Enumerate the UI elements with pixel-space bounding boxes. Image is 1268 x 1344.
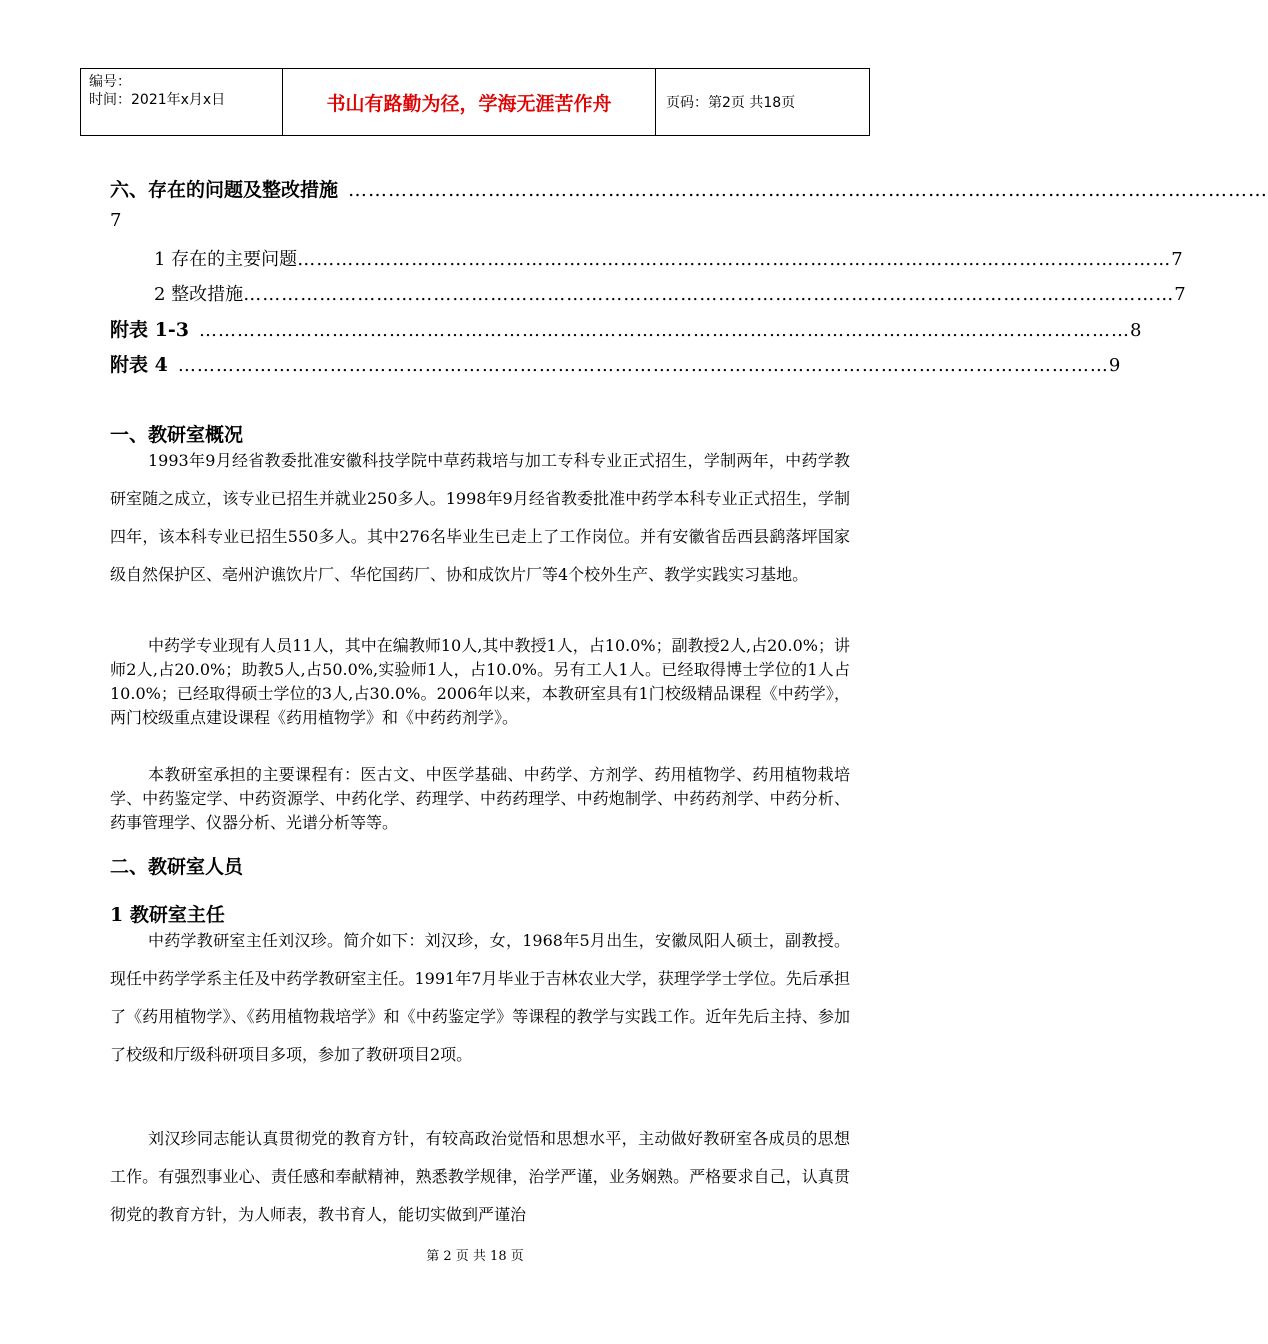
toc-item [110, 315, 1142, 342]
toc-item [154, 280, 1186, 306]
page-footer: 第 2 页 共 18 页 [426, 1249, 524, 1264]
toc-item-page: 7 [1174, 284, 1186, 305]
toc-item-dots: ………………………………………………………………………………………………………………………………… [177, 355, 1109, 376]
header-meta [81, 69, 283, 135]
toc-item [110, 350, 1121, 377]
toc-item-page: 9 [1108, 355, 1121, 376]
sub-heading: 1 教研室主任 [110, 904, 225, 926]
toc-item-title: 六、存在的问题及整改措施 [110, 179, 339, 201]
section-heading: 一、教研室概况 [110, 424, 244, 446]
toc-item-title: 2 整改措施 [154, 284, 244, 305]
paragraph: 本教研室承担的主要课程有：医古文、中医学基础、中药学、方剂学、药用植物学、药用植物栽培学、中药鉴定学、中药资源学、中药化学、药理学、中药药理学、中药炮制学、中药药剂学、中药分析、药事管理学、仪器分析、光谱分析等等。 [110, 765, 850, 832]
serial-label: 编号： [89, 74, 131, 90]
paragraph: 1993年9月经省教委批准安徽科技学院中草药栽培与加工专科专业正式招生，学制两年，中药学教研室随之成立，该专业已招生并就业250多人。1998年9月经省教委批准中药学本科专业正式招生，学制四年，该本科专业已招生550多人。其中276名毕业生已走上了工作岗位。并有安徽省岳西县鹞落坪国家级自然保护区、亳州沪谯饮片厂、华佗国药厂、协和成饮片厂等4个校外生产、教学实践实习基地。 [110, 451, 850, 584]
section-heading: 二、教研室人员 [110, 856, 244, 878]
toc-item-title: 1 存在的主要问题 [154, 249, 298, 270]
header-motto: 书山有路勤为径，学海无涯苦作舟 [283, 69, 656, 135]
toc-item-page: 8 [1129, 320, 1142, 341]
toc-item [154, 245, 1183, 271]
document-header [80, 68, 870, 136]
paragraph: 刘汉珍同志能认真贯彻党的教育方针，有较高政治觉悟和思想水平，主动做好教研室各成员的思想工作。有强烈事业心、责任感和奉献精神，熟悉教学规律，治学严谨，业务娴熟。严格要求自己，认真贯彻党的教育方针，为人师表，教书育人，能切实做到严谨治 [110, 1129, 850, 1224]
toc-item-title: 附表 4 [110, 354, 168, 376]
toc-item-title: 7 [110, 210, 122, 231]
toc-item [110, 210, 840, 231]
header-page-info: 页码：第2页 共18页 [666, 95, 796, 111]
toc-item-page: 7 [1171, 249, 1183, 270]
toc-item-title: 附表 1-3 [110, 319, 189, 341]
paragraph: 中药学教研室主任刘汉珍。简介如下：刘汉珍，女，1968年5月出生，安徽凤阳人硕士，副教授。现任中药学学系主任及中药学教研室主任。1991年7月毕业于吉林农业大学，获理学学士学位。先后承担了《药用植物学》、《药用植物栽培学》和《中药鉴定学》等课程的教学与实践工作。近年先后主持、参加了校级和厅级科研项目多项，参加了教研项目2项。 [110, 931, 850, 1064]
toc-item-dots: ………………………………………………………………………………………………………………………………… [243, 284, 1175, 305]
toc-item-dots: ………………………………………………………………………………………………………………………… [348, 179, 1268, 201]
toc-item-dots: ………………………………………………………………………………………………………………………………… [198, 320, 1130, 341]
paragraph: 中药学专业现有人员11人，其中在编教师10人,其中教授1人，占10.0%；副教授2人,占20.0%；讲师2人,占20.0%；助教5人,占50.0%,实验师1人，占10.0%。另有工人1人。已经取得博士学位的1人占10.0%；已经取得硕士学位的3人,占30.0%。2006年以来，本教研室具有1门校级精品课程《中药学》，两门校级重点建设课程《药用植物学》和《中药药剂学》。 [110, 636, 850, 727]
toc-item-dots: ………………………………………………………………………………………………………………………… [297, 249, 1172, 270]
date-label: 时间：2021年x月x日 [89, 92, 226, 108]
toc-item [110, 175, 1268, 202]
